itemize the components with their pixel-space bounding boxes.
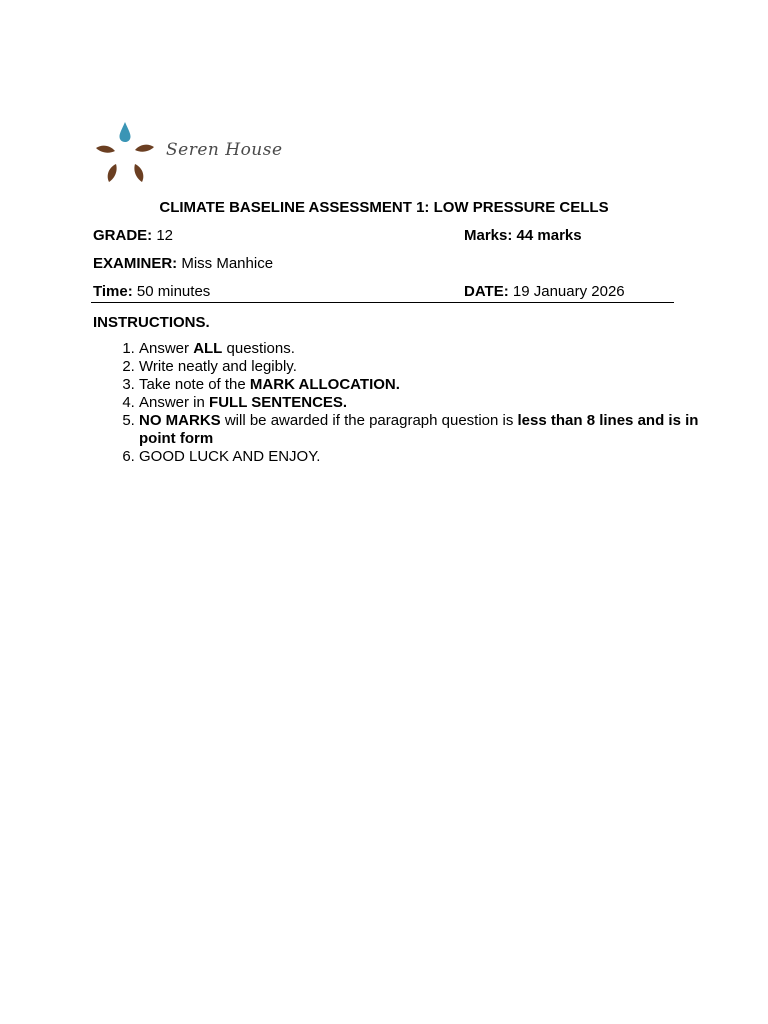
item-emphasis: NO MARKS: [139, 412, 221, 429]
examiner-label: EXAMINER:: [93, 255, 178, 272]
header-divider: [91, 302, 674, 303]
marks-value: 44 marks: [516, 227, 582, 244]
grade-value: 12: [156, 227, 174, 244]
list-item: [139, 412, 729, 448]
item-emphasis: ALL: [193, 340, 223, 357]
leaf-icon: [134, 164, 143, 182]
leaf-icon: [108, 164, 117, 182]
marks-label: Marks:: [464, 227, 513, 244]
date-value: 19 January 2026: [512, 283, 625, 300]
list-item: [139, 448, 729, 466]
drop-icon: [120, 122, 131, 142]
date-field: [464, 283, 625, 300]
item-text: Answer in: [139, 394, 210, 411]
time-value: 50 minutes: [136, 283, 211, 300]
marks-field: [464, 227, 582, 244]
examiner-field: [93, 255, 273, 272]
seren-house-logo: [94, 120, 283, 186]
item-text: Answer: [139, 340, 194, 357]
item-text: will be awarded if the paragraph question is: [220, 412, 518, 429]
time-field: [93, 283, 210, 300]
date-label: DATE:: [464, 283, 509, 300]
logo-text: Seren House: [166, 140, 283, 160]
item-emphasis: MARK ALLOCATION.: [249, 376, 400, 393]
item-emphasis: less than 8 lines and is in point form: [139, 412, 699, 447]
time-label: Time:: [93, 283, 133, 300]
item-text: GOOD LUCK AND ENJOY.: [139, 448, 321, 465]
instructions-list: [93, 340, 729, 466]
item-emphasis: FULL SENTENCES.: [209, 394, 348, 411]
leaf-icon: [96, 146, 115, 153]
list-item: [139, 340, 729, 358]
assessment-title: CLIMATE BASELINE ASSESSMENT 1: LOW PRESSURE CELLS: [159, 199, 609, 216]
grade-label: GRADE:: [93, 227, 153, 244]
grade-field: [93, 227, 173, 244]
examiner-value: Miss Manhice: [181, 255, 274, 272]
instructions-heading: INSTRUCTIONS.: [93, 314, 210, 331]
item-text: Take note of the: [139, 376, 250, 393]
item-text: Write neatly and legibly.: [139, 358, 297, 375]
leaf-icon: [135, 145, 154, 152]
item-text: questions.: [222, 340, 295, 357]
list-item: [139, 358, 729, 376]
list-item: [139, 394, 729, 412]
list-item: [139, 376, 729, 394]
flower-logo-icon: [94, 120, 158, 186]
